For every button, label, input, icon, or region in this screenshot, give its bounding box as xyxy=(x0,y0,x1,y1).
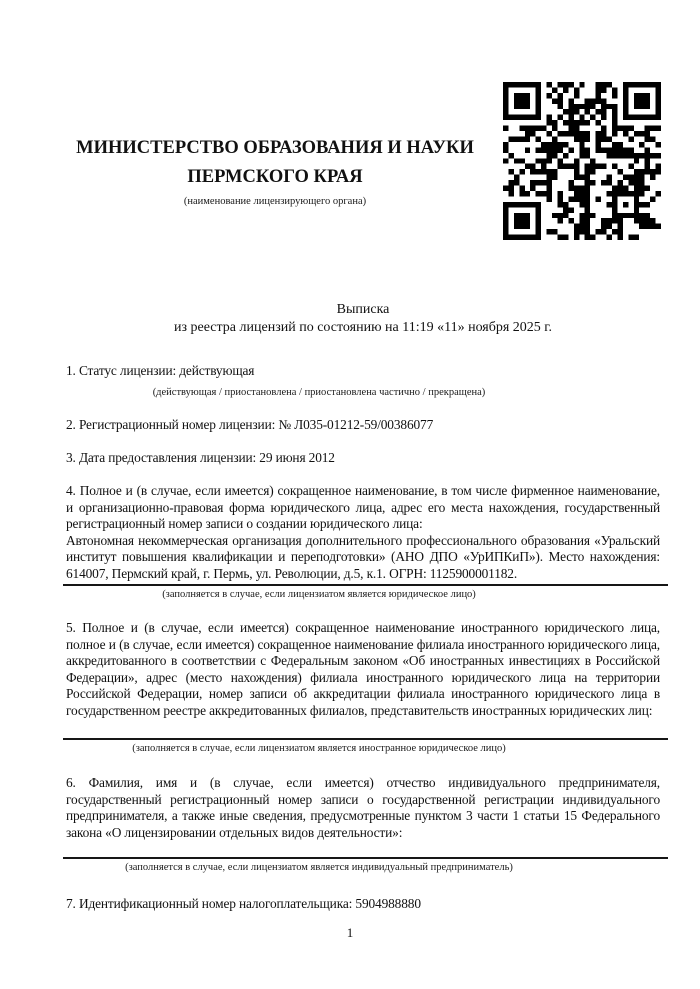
legal-entity-answer: Автономная некоммерческая организация дополнительного профессионального образования «Уральский институт повышения квалификации и переподготовки» (АНО ДПО «УрИПКиП»). Место нахождения: 614007, Пермский край, г. Пермь, ул. Революции, д.5, к.1. ОГРН: 1125900001182. xyxy=(66,532,660,581)
legal-entity-item xyxy=(66,483,660,601)
qr-code xyxy=(503,82,661,240)
foreign-entity-item xyxy=(66,620,660,755)
entrepreneur-caption: (заполняется в случае, если лицензиатом является индивидуальный предприниматель) xyxy=(125,862,513,873)
licensing-authority-caption: (наименование лицензирующего органа) xyxy=(183,196,367,207)
license-status-text: 1. Статус лицензии: действующая xyxy=(66,363,255,378)
title-line2: из реестра лицензий по состоянию на 11:19 «11» ноября 2025 г. xyxy=(174,319,552,335)
title-line1: Выписка xyxy=(336,302,390,317)
licensing-authority-block xyxy=(55,134,495,208)
field-underline xyxy=(63,584,668,586)
taxpayer-number-text: 7. Идентификационный номер налогоплательщика: 5904988880 xyxy=(66,896,421,911)
field-underline xyxy=(63,738,668,740)
page-number: 1 xyxy=(346,925,354,940)
entrepreneur-question: 6. Фамилия, имя и (в случае, если имеется) отчество индивидуального предпринимателя, государственный регистрационный номер записи о государственной регистрации индивидуального предпринимателя, а также иные сведения, предусмотренные пунктом 3 части 1 статьи 15 Федерального закона «О лицензировании отдельных видов деятельности»: xyxy=(66,775,660,840)
license-grant-date-text: 3. Дата предоставления лицензии: 29 июня 2012 xyxy=(66,450,335,465)
legal-entity-question: 4. Полное и (в случае, если имеется) сокращенное наименование, в том числе фирменное наименование, и организационно-правовая форма юридического лица, адрес его места нахождения, государственный регистрационный номер записи о создании юридического лица: xyxy=(66,483,660,531)
foreign-entity-question: 5. Полное и (в случае, если имеется) сокращенное наименование иностранного юридического лица, полное и (в случае, если имеется) сокращенное наименование филиала иностранного юридического лица, аккредитованного в соответствии с Федеральным законом «Об иностранных инвестициях в Российской Федерации», адрес (место нахождения) филиала иностранного юридического лица на территории Российской Федерации, номер записи об аккредитации филиала иностранного юридического лица в государственном реестре аккредитованных филиалов, представительств иностранных юридических лиц: xyxy=(66,620,660,718)
license-reg-number-text: 2. Регистрационный номер лицензии: № Л035-01212-59/00386077 xyxy=(66,417,434,432)
field-underline xyxy=(63,857,668,859)
foreign-entity-caption: (заполняется в случае, если лицензиатом является иностранное юридическое лицо) xyxy=(132,743,506,754)
ministry-name-line1: МИНИСТЕРСТВО ОБРАЗОВАНИЯ И НАУКИ xyxy=(76,138,474,158)
license-grant-date-item xyxy=(66,450,660,467)
document-title xyxy=(66,301,660,336)
license-status-item xyxy=(66,363,660,399)
ministry-name-line2: ПЕРМСКОГО КРАЯ xyxy=(187,167,363,187)
license-reg-number-item xyxy=(66,417,660,434)
taxpayer-number-item xyxy=(66,896,660,913)
entrepreneur-item xyxy=(66,775,660,874)
license-status-options-caption: (действующая / приостановлена / приостановлена частично / прекращена) xyxy=(152,386,486,398)
legal-entity-caption: (заполняется в случае, если лицензиатом является юридическое лицо) xyxy=(162,589,476,600)
